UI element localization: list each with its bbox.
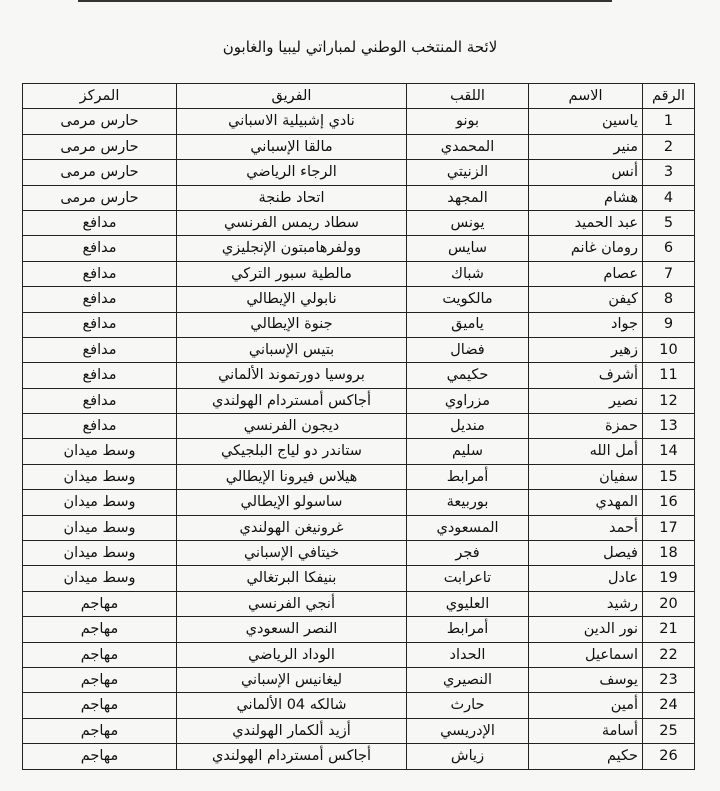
table-row bbox=[23, 515, 695, 540]
cell-last-name: المحمدي bbox=[407, 134, 529, 159]
cell-first-name: عادل bbox=[529, 566, 643, 591]
cell-last-name: بونو bbox=[407, 109, 529, 134]
roster-body bbox=[23, 109, 695, 769]
cell-position: وسط ميدان bbox=[23, 490, 177, 515]
cell-first-name: سفيان bbox=[529, 464, 643, 489]
table-row bbox=[23, 693, 695, 718]
cell-first-name: حكيم bbox=[529, 744, 643, 769]
cell-last-name: مالكويت bbox=[407, 287, 529, 312]
cell-first-name: أمين bbox=[529, 693, 643, 718]
cell-position: وسط ميدان bbox=[23, 541, 177, 566]
cell-number: 5 bbox=[643, 210, 695, 235]
cell-last-name: يونس bbox=[407, 210, 529, 235]
cell-last-name: شباك bbox=[407, 261, 529, 286]
cell-club: غرونيغن الهولندي bbox=[177, 515, 407, 540]
cell-number: 14 bbox=[643, 439, 695, 464]
cell-position: حارس مرمى bbox=[23, 160, 177, 185]
cell-first-name: عبد الحميد bbox=[529, 210, 643, 235]
header-club: الفريق bbox=[177, 84, 407, 109]
cell-club: نادي إشبيلية الاسباني bbox=[177, 109, 407, 134]
cell-club: جنوة الإيطالي bbox=[177, 312, 407, 337]
cell-club: النصر السعودي bbox=[177, 617, 407, 642]
table-row bbox=[23, 134, 695, 159]
cell-first-name: هشام bbox=[529, 185, 643, 210]
cell-first-name: منير bbox=[529, 134, 643, 159]
cell-club: مالقا الإسباني bbox=[177, 134, 407, 159]
cell-number: 23 bbox=[643, 667, 695, 692]
cell-club: أجاكس أمستردام الهولندي bbox=[177, 388, 407, 413]
cell-first-name: ياسين bbox=[529, 109, 643, 134]
cell-club: أزيد ألكمار الهولندي bbox=[177, 718, 407, 743]
cell-position: مهاجم bbox=[23, 667, 177, 692]
cell-number: 1 bbox=[643, 109, 695, 134]
cell-number: 26 bbox=[643, 744, 695, 769]
cell-first-name: عصام bbox=[529, 261, 643, 286]
cell-position: مهاجم bbox=[23, 617, 177, 642]
cell-last-name: تاعرابت bbox=[407, 566, 529, 591]
cell-position: وسط ميدان bbox=[23, 515, 177, 540]
cell-position: مدافع bbox=[23, 210, 177, 235]
cell-last-name: العليوي bbox=[407, 591, 529, 616]
cell-last-name: المسعودي bbox=[407, 515, 529, 540]
cell-number: 24 bbox=[643, 693, 695, 718]
cell-first-name: يوسف bbox=[529, 667, 643, 692]
table-row bbox=[23, 312, 695, 337]
cell-club: بنيفكا البرتغالي bbox=[177, 566, 407, 591]
cell-number: 12 bbox=[643, 388, 695, 413]
cell-number: 16 bbox=[643, 490, 695, 515]
table-row bbox=[23, 464, 695, 489]
cell-first-name: أسامة bbox=[529, 718, 643, 743]
cell-last-name: الحداد bbox=[407, 642, 529, 667]
table-row bbox=[23, 109, 695, 134]
cell-position: مدافع bbox=[23, 337, 177, 362]
cell-last-name: سليم bbox=[407, 439, 529, 464]
cell-number: 8 bbox=[643, 287, 695, 312]
table-row bbox=[23, 744, 695, 769]
cell-club: الرجاء الرياضي bbox=[177, 160, 407, 185]
header-row bbox=[23, 84, 695, 109]
cell-last-name: أمرابط bbox=[407, 617, 529, 642]
cell-first-name: رومان غانم bbox=[529, 236, 643, 261]
cell-last-name: بوربيعة bbox=[407, 490, 529, 515]
cell-number: 10 bbox=[643, 337, 695, 362]
cell-number: 17 bbox=[643, 515, 695, 540]
cell-club: ليغانيس الإسباني bbox=[177, 667, 407, 692]
cell-position: مدافع bbox=[23, 312, 177, 337]
cell-number: 13 bbox=[643, 414, 695, 439]
cell-position: حارس مرمى bbox=[23, 185, 177, 210]
cell-position: حارس مرمى bbox=[23, 134, 177, 159]
cell-last-name: أمرابط bbox=[407, 464, 529, 489]
table-row bbox=[23, 210, 695, 235]
header-position: المركز bbox=[23, 84, 177, 109]
cell-first-name: زهير bbox=[529, 337, 643, 362]
cell-position: مدافع bbox=[23, 363, 177, 388]
cell-first-name: كيفن bbox=[529, 287, 643, 312]
table-row bbox=[23, 414, 695, 439]
cell-last-name: المجهد bbox=[407, 185, 529, 210]
cell-position: مهاجم bbox=[23, 591, 177, 616]
cell-first-name: أشرف bbox=[529, 363, 643, 388]
cell-number: 20 bbox=[643, 591, 695, 616]
document-title: لائحة المنتخب الوطني لمباراتي ليبيا والغابون bbox=[222, 38, 498, 56]
cell-last-name: سايس bbox=[407, 236, 529, 261]
cell-club: بتيس الإسباني bbox=[177, 337, 407, 362]
cell-position: مدافع bbox=[23, 414, 177, 439]
table-row bbox=[23, 261, 695, 286]
cell-club: هيلاس فيرونا الإيطالي bbox=[177, 464, 407, 489]
cell-first-name: أنس bbox=[529, 160, 643, 185]
table-row bbox=[23, 388, 695, 413]
cell-last-name: الإدريسي bbox=[407, 718, 529, 743]
cell-position: وسط ميدان bbox=[23, 464, 177, 489]
table-row bbox=[23, 718, 695, 743]
cell-number: 25 bbox=[643, 718, 695, 743]
cell-position: مدافع bbox=[23, 287, 177, 312]
header-number: الرقم bbox=[643, 84, 695, 109]
cell-last-name: ياميق bbox=[407, 312, 529, 337]
table-row bbox=[23, 566, 695, 591]
cell-position: مدافع bbox=[23, 261, 177, 286]
cell-club: مالطية سبور التركي bbox=[177, 261, 407, 286]
cell-club: ديجون الفرنسي bbox=[177, 414, 407, 439]
table-row bbox=[23, 236, 695, 261]
cell-number: 15 bbox=[643, 464, 695, 489]
cell-first-name: حمزة bbox=[529, 414, 643, 439]
cell-position: وسط ميدان bbox=[23, 439, 177, 464]
cell-club: الوداد الرياضي bbox=[177, 642, 407, 667]
cell-first-name: نور الدين bbox=[529, 617, 643, 642]
table-row bbox=[23, 617, 695, 642]
cell-club: وولفرهامبتون الإنجليزي bbox=[177, 236, 407, 261]
cell-last-name: حكيمي bbox=[407, 363, 529, 388]
table-row bbox=[23, 287, 695, 312]
cell-number: 3 bbox=[643, 160, 695, 185]
cell-club: ستاندر دو لياج البلجيكي bbox=[177, 439, 407, 464]
cell-club: بروسيا دورتموند الألماني bbox=[177, 363, 407, 388]
cell-position: حارس مرمى bbox=[23, 109, 177, 134]
table-row bbox=[23, 541, 695, 566]
top-rule bbox=[78, 0, 612, 2]
roster-table bbox=[22, 83, 695, 770]
cell-club: شالكه 04 الألماني bbox=[177, 693, 407, 718]
table-row bbox=[23, 591, 695, 616]
cell-position: وسط ميدان bbox=[23, 566, 177, 591]
table-row bbox=[23, 160, 695, 185]
cell-last-name: مزراوي bbox=[407, 388, 529, 413]
cell-position: مهاجم bbox=[23, 642, 177, 667]
table-row bbox=[23, 363, 695, 388]
cell-last-name: النصيري bbox=[407, 667, 529, 692]
cell-club: ساسولو الإيطالي bbox=[177, 490, 407, 515]
cell-first-name: فيصل bbox=[529, 541, 643, 566]
cell-first-name: اسماعيل bbox=[529, 642, 643, 667]
cell-club: سطاد ريمس الفرنسي bbox=[177, 210, 407, 235]
cell-number: 18 bbox=[643, 541, 695, 566]
cell-last-name: الزنيتي bbox=[407, 160, 529, 185]
table-row bbox=[23, 439, 695, 464]
cell-last-name: فضال bbox=[407, 337, 529, 362]
cell-number: 2 bbox=[643, 134, 695, 159]
header-first-name: الاسم bbox=[529, 84, 643, 109]
cell-last-name: فجر bbox=[407, 541, 529, 566]
cell-number: 22 bbox=[643, 642, 695, 667]
cell-last-name: حارث bbox=[407, 693, 529, 718]
cell-number: 19 bbox=[643, 566, 695, 591]
cell-club: خيتافي الإسباني bbox=[177, 541, 407, 566]
cell-number: 9 bbox=[643, 312, 695, 337]
cell-position: مدافع bbox=[23, 388, 177, 413]
table-row bbox=[23, 642, 695, 667]
cell-first-name: جواد bbox=[529, 312, 643, 337]
cell-club: أجاكس أمستردام الهولندي bbox=[177, 744, 407, 769]
cell-position: مهاجم bbox=[23, 718, 177, 743]
cell-number: 11 bbox=[643, 363, 695, 388]
cell-number: 7 bbox=[643, 261, 695, 286]
cell-number: 21 bbox=[643, 617, 695, 642]
cell-first-name: أمل الله bbox=[529, 439, 643, 464]
cell-first-name: المهدي bbox=[529, 490, 643, 515]
cell-club: أنجي الفرنسي bbox=[177, 591, 407, 616]
cell-last-name: زياش bbox=[407, 744, 529, 769]
cell-position: مهاجم bbox=[23, 693, 177, 718]
cell-first-name: أحمد bbox=[529, 515, 643, 540]
cell-last-name: منديل bbox=[407, 414, 529, 439]
cell-position: مدافع bbox=[23, 236, 177, 261]
cell-club: نابولي الإيطالي bbox=[177, 287, 407, 312]
table-row bbox=[23, 490, 695, 515]
cell-first-name: رشيد bbox=[529, 591, 643, 616]
cell-first-name: نصير bbox=[529, 388, 643, 413]
cell-position: مهاجم bbox=[23, 744, 177, 769]
cell-number: 6 bbox=[643, 236, 695, 261]
cell-club: اتحاد طنجة bbox=[177, 185, 407, 210]
table-row bbox=[23, 337, 695, 362]
table-row bbox=[23, 185, 695, 210]
header-last-name: اللقب bbox=[407, 84, 529, 109]
table-row bbox=[23, 667, 695, 692]
cell-number: 4 bbox=[643, 185, 695, 210]
